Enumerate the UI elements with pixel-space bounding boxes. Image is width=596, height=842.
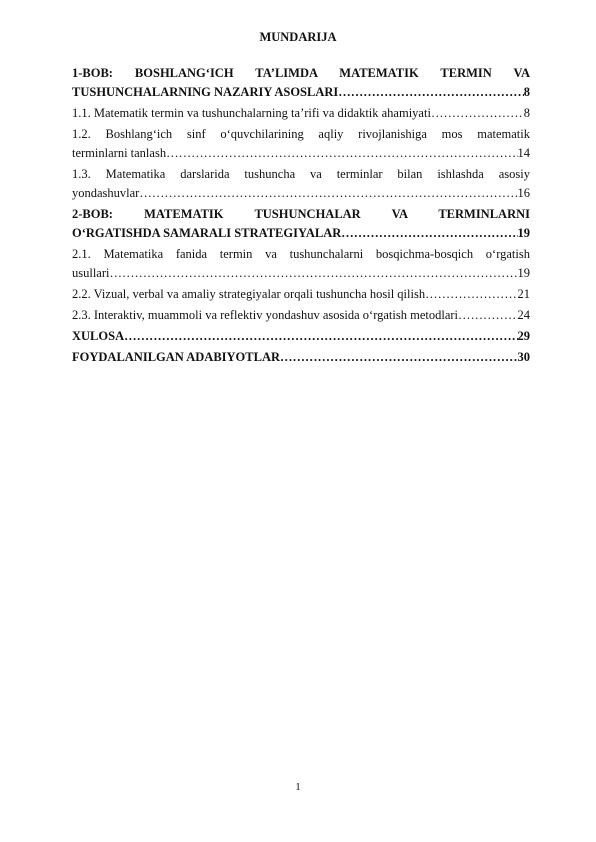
toc-entry-line1: 2.1. Matematika fanida termin va tushunchalarni bosqichma-bosqich o‘rgatish (72, 247, 530, 261)
toc-entry-line1: 1.3. Matematika darslarida tushuncha va terminlar bilan ishlashda asosiy (72, 167, 530, 181)
toc-entry-title: 1.1. Matematik termin va tushunchalarning ta’rifi va didaktik ahamiyati (72, 106, 431, 120)
toc-entry-title: 2.2. Vizual, verbal va amaliy strategiyalar orqali tushuncha hosil qilish (72, 287, 426, 301)
toc-entry-line1: 2-BOB: MATEMATIK TUSHUNCHALAR VA TERMINLARNI (72, 207, 530, 221)
toc-page-number: 29 (517, 329, 530, 343)
toc-entry[interactable] (72, 165, 530, 203)
toc-entry-title: XULOSA (72, 329, 125, 343)
toc-entry[interactable] (72, 245, 530, 283)
toc-entry-title: TUSHUNCHALARNING NAZARIY ASOSLARI (72, 85, 339, 99)
toc-entry-line1: 1-BOB: BOSHLANG‘ICH TA’LIMDA MATEMATIK TERMIN VA (72, 66, 530, 80)
dot-leader (458, 306, 517, 325)
toc-page-number: 30 (517, 350, 530, 364)
toc-entry-title: 2.3. Interaktiv, muammoli va reflektiv yondashuv asosida o‘rgatish metodlari (72, 308, 459, 322)
page-title: MUNDARIJA (259, 30, 337, 44)
dot-leader (338, 83, 524, 102)
toc-entry[interactable] (72, 285, 530, 304)
dot-leader (280, 348, 517, 367)
toc-page-number: 19 (517, 226, 530, 240)
toc-entry[interactable] (72, 64, 530, 102)
toc-page-number: 19 (517, 266, 530, 280)
toc-entry-line1: 1.2. Boshlang‘ich sinf o‘quvchilarining aqliy rivojlanishiga mos matematik (72, 127, 530, 141)
page-number: 1 (295, 781, 301, 793)
toc-page-number: 16 (517, 186, 530, 200)
dot-leader (139, 184, 517, 203)
toc-entry-title: yondashuvlar (72, 186, 140, 200)
toc-page-number: 8 (523, 85, 530, 99)
toc-entry-title: usullari (72, 266, 110, 280)
dot-leader (124, 327, 517, 346)
toc-entry[interactable] (72, 125, 530, 163)
toc-page-number: 24 (517, 308, 530, 322)
toc-page-number: 8 (523, 106, 530, 120)
dot-leader (431, 104, 524, 123)
toc-entry[interactable] (72, 104, 530, 123)
dot-leader (110, 264, 518, 283)
toc-entry[interactable] (72, 327, 530, 346)
toc-page-number: 14 (517, 146, 530, 160)
toc-entry-title: terminlarni tanlash (72, 146, 167, 160)
toc-entry-title: FOYDALANILGAN ADABIYOTLAR (72, 350, 281, 364)
dot-leader (425, 285, 517, 304)
dot-leader (341, 224, 517, 243)
toc-entry-title: O‘RGATISHDA SAMARALI STRATEGIYALAR (72, 226, 342, 240)
toc-page-number: 21 (517, 287, 530, 301)
toc-entry[interactable] (72, 348, 530, 367)
toc-entry[interactable] (72, 205, 530, 243)
table-of-contents (72, 64, 530, 369)
toc-entry[interactable] (72, 306, 530, 325)
dot-leader (166, 144, 517, 163)
